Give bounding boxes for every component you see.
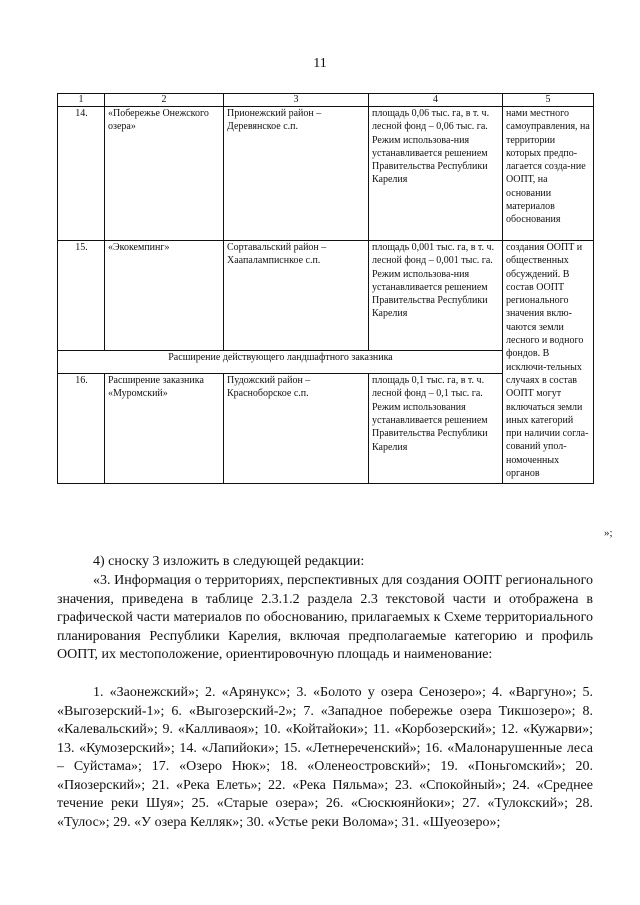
page-number: 11 xyxy=(313,56,327,71)
table-row xyxy=(58,107,594,241)
row-number: 14. xyxy=(58,107,105,241)
territory-name: «Побережье Онежского озера» xyxy=(105,107,224,241)
header-cell: 1 xyxy=(58,94,105,107)
row-number: 15. xyxy=(58,241,105,351)
header-cell: 5 xyxy=(503,94,594,107)
closing-quote-mark: »; xyxy=(604,527,613,539)
territory-list-paragraph: 1. «Заонежский»; 2. «Арянукс»; 3. «Болото у озера Сенозеро»; 4. «Варгуно»; 5. «Выгозерский-1»; 6. «Выгозерский-2»; 7. «Западное побережье озера Тикшозеро»; 8. «Калевальский»; 9. «Калливаоя»; 10. «Койтайоки»; 11. «Корбозерский»; 12. «Кужарви»; 13. «Кумозерский»; 14. «Лапийоки»; 15. «Летнереченский»; 16. «Малонарушенные леса – Суйстама»; 17. «Озеро Нюк»; 18. «Оленеостровский»; 19. «Поньгомский»; 20. «Пяозерский»; 21. «Река Елеть»; 22. «Река Пяльма»; 23. «Спокойный»; 24. «Среднее течение реки Шуя»; 25. «Старые озера»; 26. «Сюскюянйоки»; 27. «Тулокский»; 28. «Тулос»; 29. «У озера Келляк»; 30. «Устье реки Волома»; 31. «Шуеозеро»; xyxy=(57,685,593,830)
oopt-table xyxy=(57,93,594,484)
territory-params: площадь 0,001 тыс. га, в т. ч. лесной фонд – 0,001 тыс. га. Режим использова-ния устанавливается решением Правительства Республики Карелия xyxy=(369,241,503,351)
territory-location: Прионежский район – Деревянское с.п. xyxy=(224,107,369,241)
territory-name: «Экокемпинг» xyxy=(105,241,224,351)
regime-note-part2: создания ООПТ и общественных обсуждений. В состав ООПТ регионального значения вклю-чаются земли лесного и водного фондов. В исключи-тельных случаях в состав ООПТ могут включаться земли иных категорий при наличии согла-сований упол-номоченных органов xyxy=(503,241,594,484)
table-row xyxy=(58,241,594,351)
territory-params: площадь 0,1 тыс. га, в т. ч. лесной фонд – 0,1 тыс. га. Режим использования устанавливается решением Правительства Республики Карелия xyxy=(369,374,503,484)
regime-note-part1: нами местного самоуправления, на территории которых предпо-лагается созда-ние ООПТ, на основании материалов обоснования xyxy=(503,107,594,241)
paragraph-4: 4) сноску 3 изложить в следующей редакции: xyxy=(93,554,365,569)
territory-location: Сортавальский район – Хаапаламписнкое с.п. xyxy=(224,241,369,351)
header-cell: 4 xyxy=(369,94,503,107)
territory-name: Расширение заказника «Муромский» xyxy=(105,374,224,484)
section-heading-cell: Расширение действующего ландшафтного заказника xyxy=(58,351,503,374)
footnote-paragraph: «3. Информация о территориях, перспективных для создания ООПТ регионального значения, приведена в таблице 2.3.1.2 раздела 2.3 текстовой части и отображена в графической части материалов по обоснованию, прилагаемых к Схеме территориального планирования Республики Карелия, включая предполагаемые категорию и профиль ООПТ, их местоположение, ориентировочную площадь и наименование: xyxy=(57,573,593,662)
territory-location: Пудожский район – Красноборское с.п. xyxy=(224,374,369,484)
table-header-row xyxy=(58,94,594,107)
row-number: 16. xyxy=(58,374,105,484)
header-cell: 3 xyxy=(224,94,369,107)
header-cell: 2 xyxy=(105,94,224,107)
territory-params: площадь 0,06 тыс. га, в т. ч. лесной фонд – 0,06 тыс. га. Режим использова-ния устанавливается решением Правительства Республики Карелия xyxy=(369,107,503,241)
